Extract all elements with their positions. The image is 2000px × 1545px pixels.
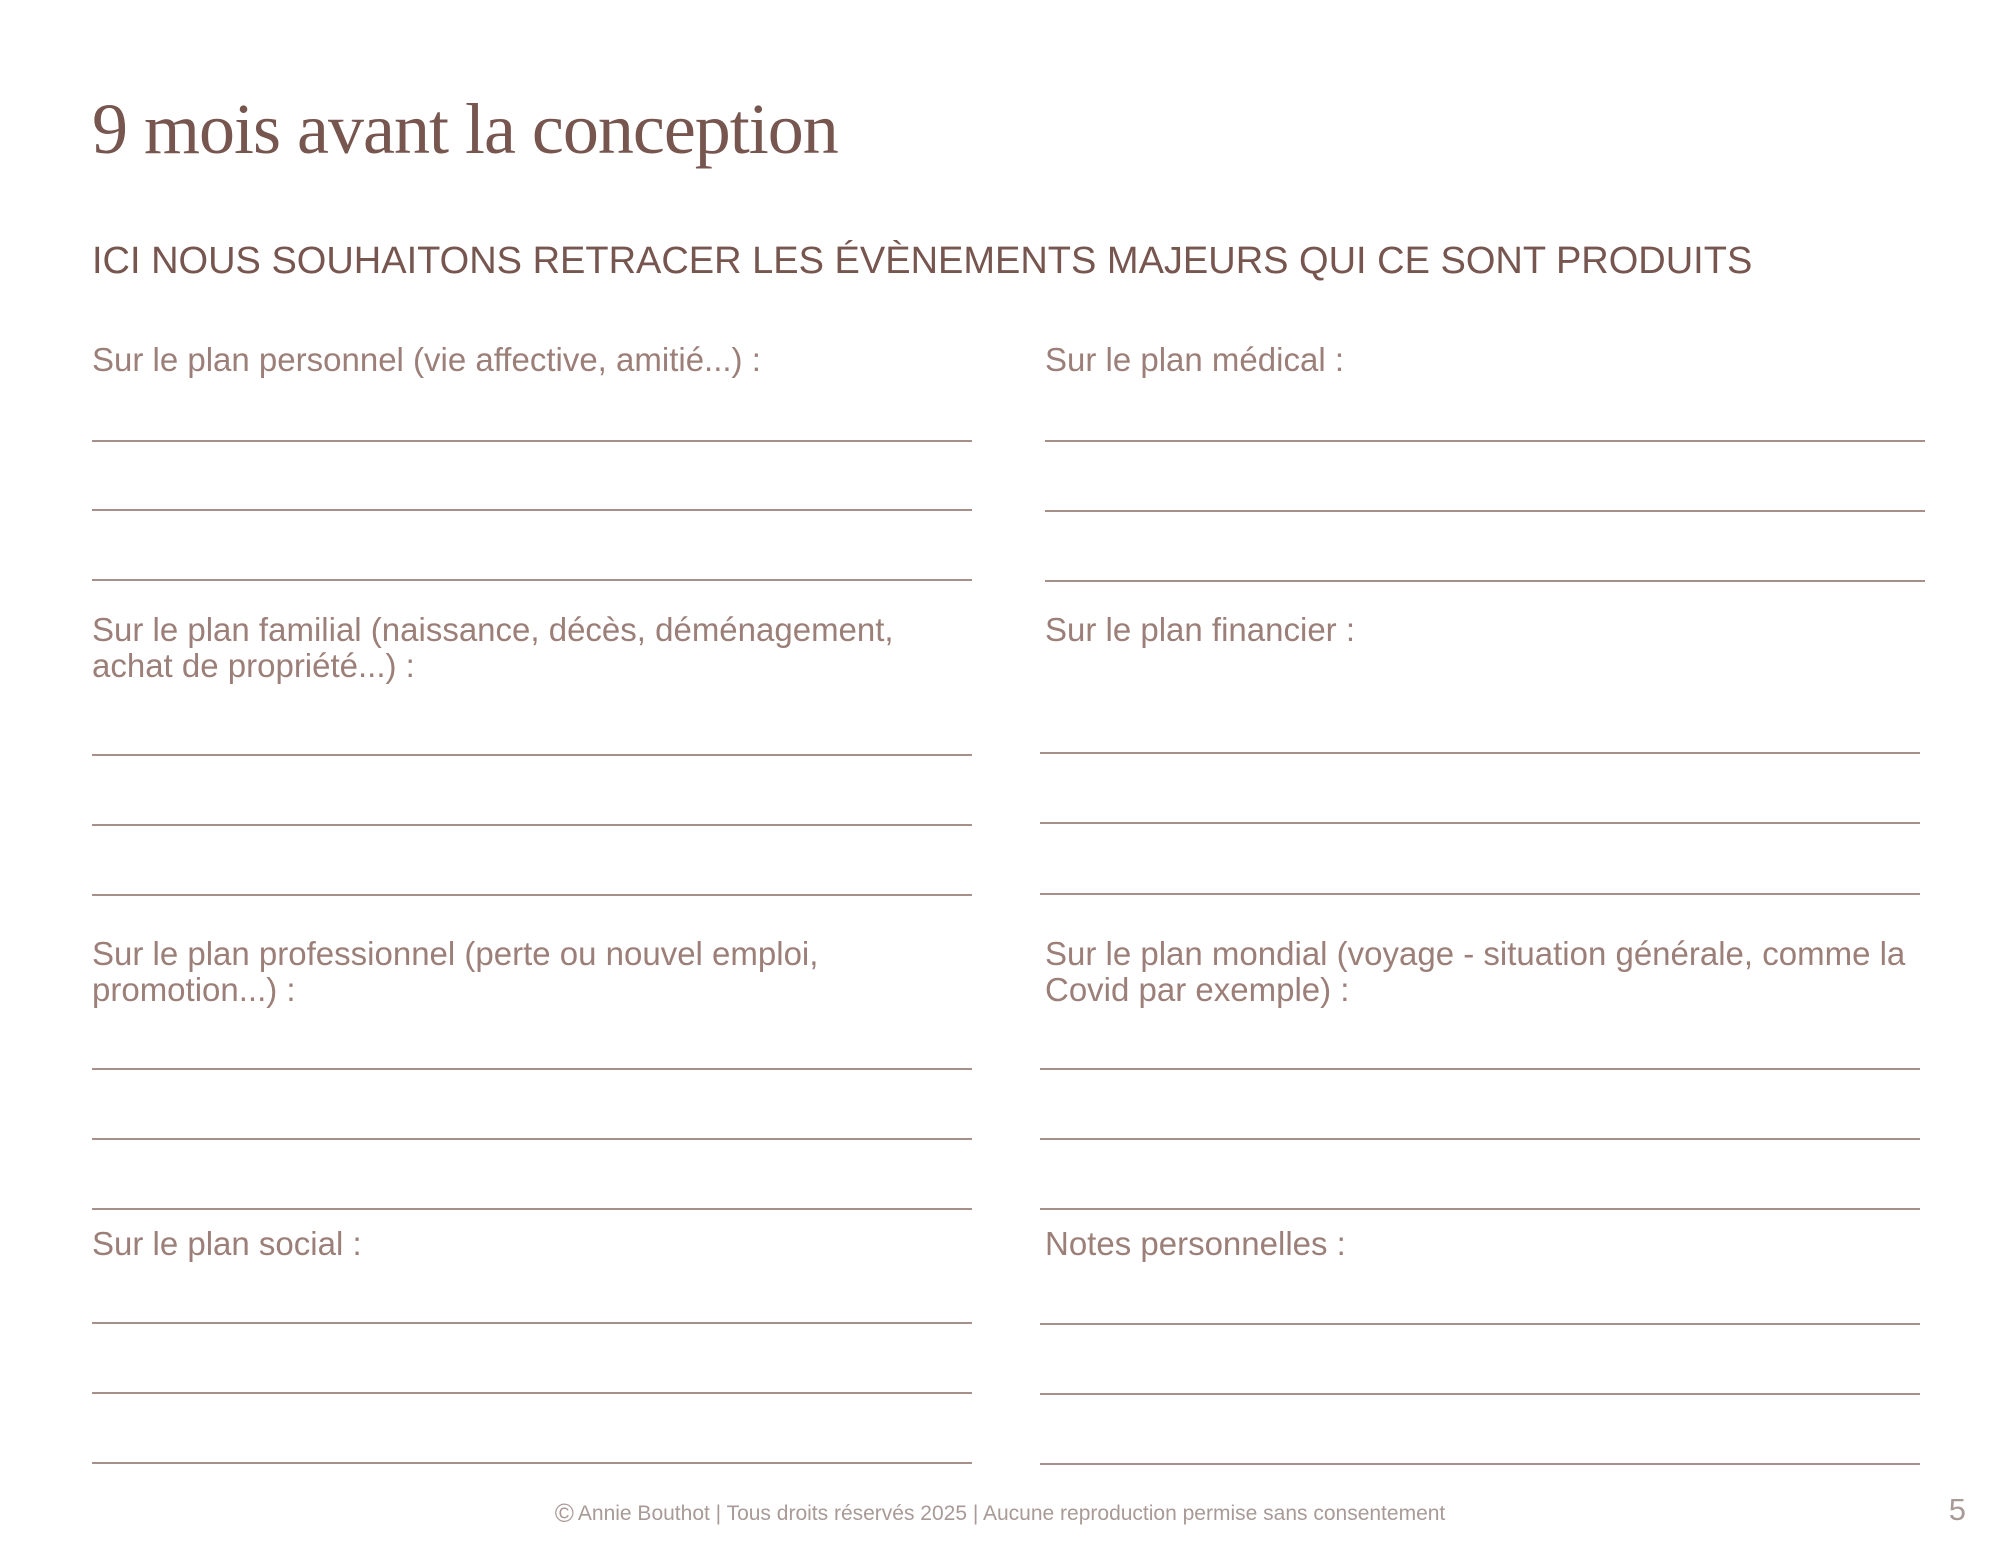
writing-line[interactable] [92, 1462, 972, 1464]
section-notes-label: Notes personnelles : [1045, 1225, 1346, 1262]
writing-line[interactable] [1040, 893, 1920, 895]
writing-line[interactable] [1040, 1068, 1920, 1070]
section-familial [92, 612, 972, 897]
section-personnel [92, 342, 972, 582]
writing-line[interactable] [1045, 510, 1925, 512]
writing-line[interactable] [1040, 822, 1920, 824]
writing-line[interactable] [1040, 1208, 1920, 1210]
writing-line[interactable] [92, 1322, 972, 1324]
section-social-label: Sur le plan social : [92, 1225, 362, 1262]
section-financier-label: Sur le plan financier : [1045, 611, 1356, 648]
footer-text: Annie Bouthot | Tous droits réservés 2025 | Aucune reproduction permise sans consentement [577, 1502, 1446, 1525]
writing-line[interactable] [92, 1208, 972, 1210]
copyright-icon: © [554, 1498, 574, 1528]
section-mondial [1040, 936, 1920, 1211]
page-subtitle: ICI NOUS SOUHAITONS RETRACER LES ÉVÈNEMENTS MAJEURS QUI CE SONT PRODUITS [92, 240, 1753, 282]
writing-line[interactable] [1040, 1138, 1920, 1140]
writing-line[interactable] [92, 440, 972, 442]
writing-line[interactable] [1045, 440, 1925, 442]
writing-line[interactable] [92, 579, 972, 581]
section-notes [1040, 1226, 1920, 1466]
writing-line[interactable] [92, 509, 972, 511]
writing-line[interactable] [92, 1068, 972, 1070]
footer [0, 1498, 2000, 1529]
section-medical-label: Sur le plan médical : [1045, 341, 1344, 378]
writing-line[interactable] [1040, 1393, 1920, 1395]
page-number: 5 [1948, 1492, 1966, 1527]
section-familial-label: Sur le plan familial (naissance, décès, déménagement, achat de propriété...) : [92, 611, 894, 684]
page-title: 9 mois avant la conception [92, 89, 838, 169]
writing-line[interactable] [1040, 752, 1920, 754]
section-social [92, 1226, 972, 1466]
section-medical [1045, 342, 1925, 582]
writing-line[interactable] [92, 894, 972, 896]
section-professionnel-label: Sur le plan professionnel (perte ou nouvel emploi, promotion...) : [92, 935, 819, 1008]
section-mondial-label: Sur le plan mondial (voyage - situation générale, comme la Covid par exemple) : [1045, 935, 1906, 1008]
section-financier [1040, 612, 1920, 897]
writing-line[interactable] [92, 1392, 972, 1394]
writing-line[interactable] [1040, 1323, 1920, 1325]
writing-line[interactable] [1040, 1463, 1920, 1465]
writing-line[interactable] [92, 1138, 972, 1140]
writing-line[interactable] [92, 754, 972, 756]
section-personnel-label: Sur le plan personnel (vie affective, amitié...) : [92, 341, 761, 378]
section-professionnel [92, 936, 972, 1211]
writing-line[interactable] [1045, 580, 1925, 582]
writing-line[interactable] [92, 824, 972, 826]
